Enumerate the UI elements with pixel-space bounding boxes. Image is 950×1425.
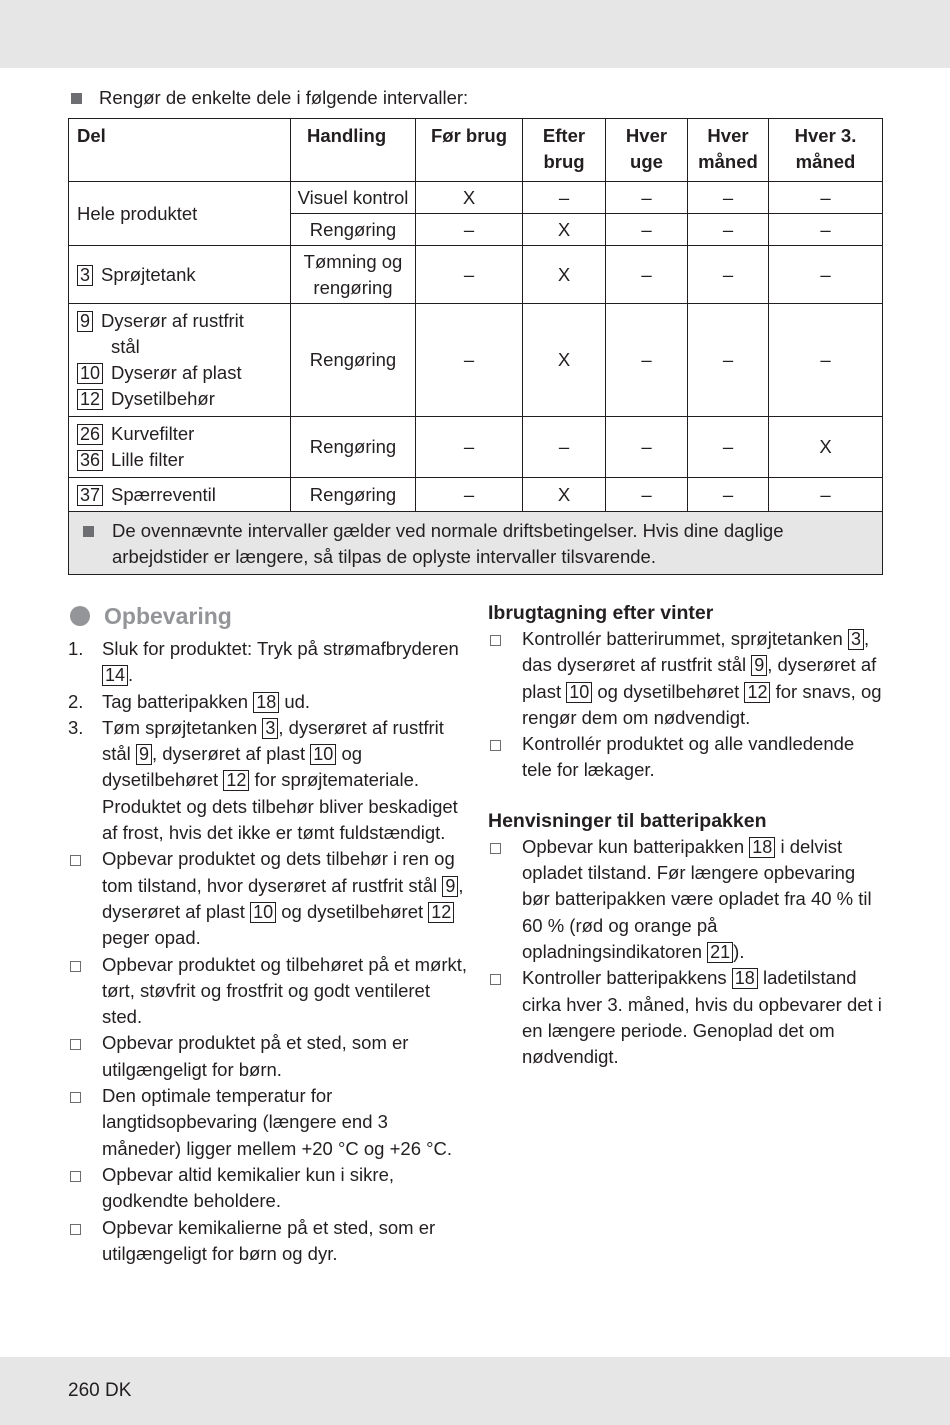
- page-number: 260 DK: [68, 1380, 132, 1401]
- value-cell: –: [416, 478, 523, 512]
- checkbox-bullet-icon: [70, 1171, 81, 1182]
- bullet-marker: [68, 1030, 102, 1057]
- action-cell: Rengøring: [291, 214, 416, 246]
- column-header: Hver måned: [688, 119, 769, 182]
- text-run: Kontroller batteripakkens: [522, 967, 732, 989]
- square-bullet-icon: [71, 93, 82, 104]
- text-run: Kontrollér produktet og alle vandledende tele for lækager.: [522, 733, 855, 781]
- checkbox-bullet-icon: [490, 974, 501, 985]
- value-cell: –: [523, 182, 606, 214]
- value-cell: –: [769, 478, 883, 512]
- value-cell: –: [769, 182, 883, 214]
- column-header: Handling: [291, 119, 416, 182]
- checkbox-bullet-icon: [70, 961, 81, 972]
- battery-heading: Henvisninger til batteripakken: [488, 809, 767, 832]
- bullet-marker: [68, 1215, 102, 1242]
- table-note-text: De ovennævnte intervaller gælder ved normale driftsbetingelser. Hvis dine daglige arbejdstider er længere, så tilpas de oplyste intervaller tilsvarende.: [112, 520, 784, 567]
- column-header: Hver uge: [606, 119, 688, 182]
- checkbox-item: [68, 1030, 468, 1083]
- table-row: [69, 246, 883, 304]
- value-cell: –: [688, 182, 769, 214]
- text-run: peger opad.: [102, 927, 201, 949]
- part-line: [77, 386, 290, 412]
- text-run: .: [128, 664, 134, 686]
- column-header: Efter brug: [523, 119, 606, 182]
- item-text: [102, 846, 468, 951]
- reference-number: 10: [250, 902, 276, 923]
- action-cell: Rengøring: [291, 417, 416, 478]
- reference-number: 3: [848, 629, 864, 650]
- action-cell: Rengøring: [291, 478, 416, 512]
- checkbox-item: [488, 731, 888, 784]
- value-cell: –: [606, 182, 688, 214]
- text-run: Kontrollér batterirummet, sprøjtetanken: [522, 628, 848, 649]
- part-line: [77, 421, 290, 447]
- bullet-marker: [68, 1162, 102, 1189]
- section-title: Opbevaring: [104, 602, 232, 629]
- winter-list: [488, 626, 888, 784]
- text-run: Opbevar kemikalierne på et sted, som er utilgængeligt for børn og dyr.: [102, 1216, 436, 1264]
- item-text: [102, 689, 310, 715]
- value-cell: –: [606, 478, 688, 512]
- item-text: [102, 1030, 468, 1083]
- checkbox-bullet-icon: [70, 1092, 81, 1103]
- text-run: , dyserøret af rustfrit stål: [102, 716, 444, 765]
- reference-number: 12: [428, 902, 454, 923]
- bullet-marker: [488, 965, 522, 992]
- reference-number: 18: [749, 837, 775, 858]
- right-column: [488, 600, 888, 1070]
- reference-number: 14: [102, 665, 128, 686]
- footer-band: [0, 1357, 950, 1425]
- checkbox-bullet-icon: [490, 843, 501, 854]
- part-label: Hele produktet: [77, 202, 198, 224]
- part-cell: [69, 478, 291, 512]
- reference-number: 26: [77, 424, 103, 445]
- text-run: Tag batteripakken: [102, 690, 254, 712]
- item-text: [522, 834, 888, 965]
- checkbox-bullet-icon: [70, 1224, 81, 1235]
- bullet-marker: [488, 731, 522, 758]
- winter-heading: Ibrugtagning efter vinter: [488, 602, 714, 624]
- text-run: ).: [733, 940, 745, 962]
- text-run: Opbevar altid kemikalier kun i sikre, godkendte beholdere.: [102, 1163, 394, 1212]
- table-row: [69, 478, 883, 512]
- value-cell: –: [688, 246, 769, 304]
- reference-number: 12: [77, 389, 103, 410]
- item-text: [522, 731, 888, 784]
- reference-number: 10: [310, 744, 336, 765]
- item-text: [102, 715, 468, 846]
- text-run: og dysetilbehøret: [276, 900, 429, 922]
- checkbox-bullet-icon: [490, 740, 501, 751]
- value-cell: –: [606, 304, 688, 417]
- part-cell: [69, 246, 291, 304]
- header-band: [0, 0, 950, 68]
- square-bullet-icon: [83, 526, 94, 537]
- value-cell: –: [606, 214, 688, 246]
- value-cell: –: [416, 417, 523, 478]
- bullet-marker: [488, 626, 522, 653]
- part-line: [77, 262, 290, 288]
- part-label: Dyserør af rustfrit: [101, 310, 244, 331]
- text-run: ladetilstand cirka hver 3. måned, hvis du opbevarer det i en længere periode. Genoplad det om nødvendigt.: [522, 967, 882, 1068]
- value-cell: –: [606, 417, 688, 478]
- intro-text: Rengør de enkelte dele i følgende intervaller:: [99, 87, 469, 108]
- part-label: Dyserør af plast: [111, 362, 242, 383]
- table-row: [69, 182, 883, 214]
- table-note-row: [69, 512, 883, 575]
- part-label: Kurvefilter: [111, 423, 195, 444]
- value-cell: X: [523, 304, 606, 417]
- reference-number: 12: [744, 682, 770, 703]
- checkbox-item: [68, 1162, 468, 1215]
- text-run: i delvist opladet tilstand. Før længere opbevaring bør batteripakken være opladet fra 40 % til 60 % (rød og orange på opladningsindikatoren: [522, 835, 872, 962]
- reference-number: 9: [442, 876, 458, 897]
- table-row: [69, 417, 883, 478]
- part-line: [77, 447, 290, 473]
- part-label: Lille filter: [111, 449, 185, 470]
- reference-number: 12: [223, 770, 249, 791]
- value-cell: –: [769, 246, 883, 304]
- value-cell: –: [688, 214, 769, 246]
- value-cell: –: [523, 417, 606, 478]
- part-line: [77, 308, 290, 334]
- reference-number: 9: [751, 655, 767, 676]
- action-cell: Visuel kontrol: [291, 182, 416, 214]
- numbered-step: [68, 715, 468, 846]
- reference-number: 3: [77, 265, 93, 286]
- value-cell: –: [688, 304, 769, 417]
- section-heading: [68, 600, 468, 632]
- item-text: [522, 626, 888, 731]
- text-run: og dysetilbehøret: [592, 680, 745, 702]
- item-text: [102, 1083, 468, 1162]
- reference-number: 9: [136, 744, 152, 765]
- part-line: [77, 334, 290, 360]
- value-cell: –: [606, 246, 688, 304]
- text-run: ud.: [279, 690, 311, 712]
- part-label: Dysetilbehør: [111, 388, 215, 409]
- reference-number: 3: [262, 718, 278, 739]
- reference-number: 37: [77, 485, 103, 506]
- checkbox-bullet-icon: [490, 635, 501, 646]
- reference-number: 10: [77, 363, 103, 384]
- bullet-marker: [68, 846, 102, 873]
- value-cell: –: [769, 214, 883, 246]
- text-run: , dyserøret af plast: [102, 874, 464, 922]
- reference-number: 21: [707, 942, 733, 963]
- text-run: Opbevar kun batteripakken: [522, 835, 750, 857]
- battery-list: [488, 834, 888, 1071]
- checkbox-bullet-icon: [70, 855, 81, 866]
- value-cell: –: [769, 304, 883, 417]
- value-cell: X: [523, 214, 606, 246]
- bullet-marker: [68, 952, 102, 979]
- item-text: [102, 952, 468, 1031]
- checkbox-item: [68, 1215, 468, 1268]
- action-cell: Tømning og rengøring: [291, 246, 416, 304]
- bullet-marker: [68, 1083, 102, 1110]
- table-note-cell: [69, 512, 883, 575]
- text-run: Sluk for produktet: Tryk på strømafbryderen: [102, 638, 459, 659]
- text-run: for sprøjtemateriale. Produktet og dets tilbehør bliver beskadiget af frost, hvis det ikke er tømt fuldstændigt.: [102, 769, 458, 844]
- text-run: , dyserøret af plast: [522, 654, 877, 702]
- reference-number: 18: [253, 692, 279, 713]
- part-cell: [69, 304, 291, 417]
- value-cell: X: [523, 478, 606, 512]
- column-header: Før brug: [416, 119, 523, 182]
- text-run: , das dyserøret af rustfrit stål: [522, 628, 870, 676]
- text-run: Opbevar produktet på et sted, som er utilgængeligt for børn.: [102, 1032, 409, 1080]
- action-cell: Rengøring: [291, 304, 416, 417]
- text-run: Opbevar produktet og tilbehøret på et mørkt, tørt, støvfrit og frostfrit og godt ventileret sted.: [102, 953, 468, 1028]
- value-cell: X: [416, 182, 523, 214]
- part-label: stål: [111, 336, 140, 357]
- part-line: [77, 201, 290, 227]
- reference-number: 36: [77, 450, 103, 471]
- checkbox-item: [488, 626, 888, 731]
- numbered-step: [68, 636, 468, 689]
- table-row: [69, 304, 883, 417]
- circle-bullet-icon: [70, 606, 90, 626]
- checkbox-item: [488, 834, 888, 965]
- text-run: Opbevar produktet og dets tilbehør i ren og tom tilstand, hvor dyserøret af rustfrit stål: [102, 848, 455, 896]
- item-text: [522, 965, 888, 1070]
- item-text: [102, 1215, 468, 1268]
- value-cell: –: [416, 246, 523, 304]
- value-cell: –: [688, 417, 769, 478]
- intro-line: [68, 86, 468, 110]
- checkbox-item: [488, 965, 888, 1070]
- item-text: [102, 1162, 468, 1215]
- reference-number: 18: [732, 968, 758, 989]
- reference-number: 10: [566, 682, 592, 703]
- item-text: [102, 636, 468, 689]
- numbered-step: [68, 689, 468, 715]
- value-cell: X: [523, 246, 606, 304]
- text-run: , dyserøret af plast: [151, 743, 311, 765]
- table-header-row: [69, 119, 883, 182]
- text-run: og dysetilbehøret: [102, 743, 363, 791]
- part-cell: [69, 417, 291, 478]
- reference-number: 9: [77, 311, 93, 332]
- text-run: for snavs, og rengør dem om nødvendigt.: [522, 680, 882, 728]
- part-line: [77, 360, 290, 386]
- step-number: 3.: [68, 716, 84, 738]
- bullet-marker: [488, 834, 522, 861]
- part-label: Sprøjtetank: [101, 263, 196, 285]
- storage-section: [68, 600, 468, 1267]
- cleaning-interval-table: [68, 118, 883, 575]
- value-cell: –: [416, 304, 523, 417]
- value-cell: X: [769, 417, 883, 478]
- part-cell: [69, 182, 291, 246]
- value-cell: –: [688, 478, 769, 512]
- part-line: [77, 482, 290, 508]
- checkbox-item: [68, 952, 468, 1031]
- checkbox-item: [68, 1083, 468, 1162]
- checkbox-bullet-icon: [70, 1039, 81, 1050]
- value-cell: –: [416, 214, 523, 246]
- column-header: Del: [69, 119, 291, 182]
- text-run: Tøm sprøjtetanken: [102, 716, 263, 738]
- step-number: 1.: [68, 638, 84, 659]
- column-header: Hver 3. måned: [769, 119, 883, 182]
- part-label: Spærreventil: [111, 483, 216, 505]
- step-number: 2.: [68, 690, 84, 712]
- storage-list: [68, 636, 468, 1267]
- text-run: Den optimale temperatur for langtidsopbevaring (længere end 3 måneder) ligger mellem +20 °C og +26 °C.: [102, 1085, 453, 1159]
- checkbox-item: [68, 846, 468, 951]
